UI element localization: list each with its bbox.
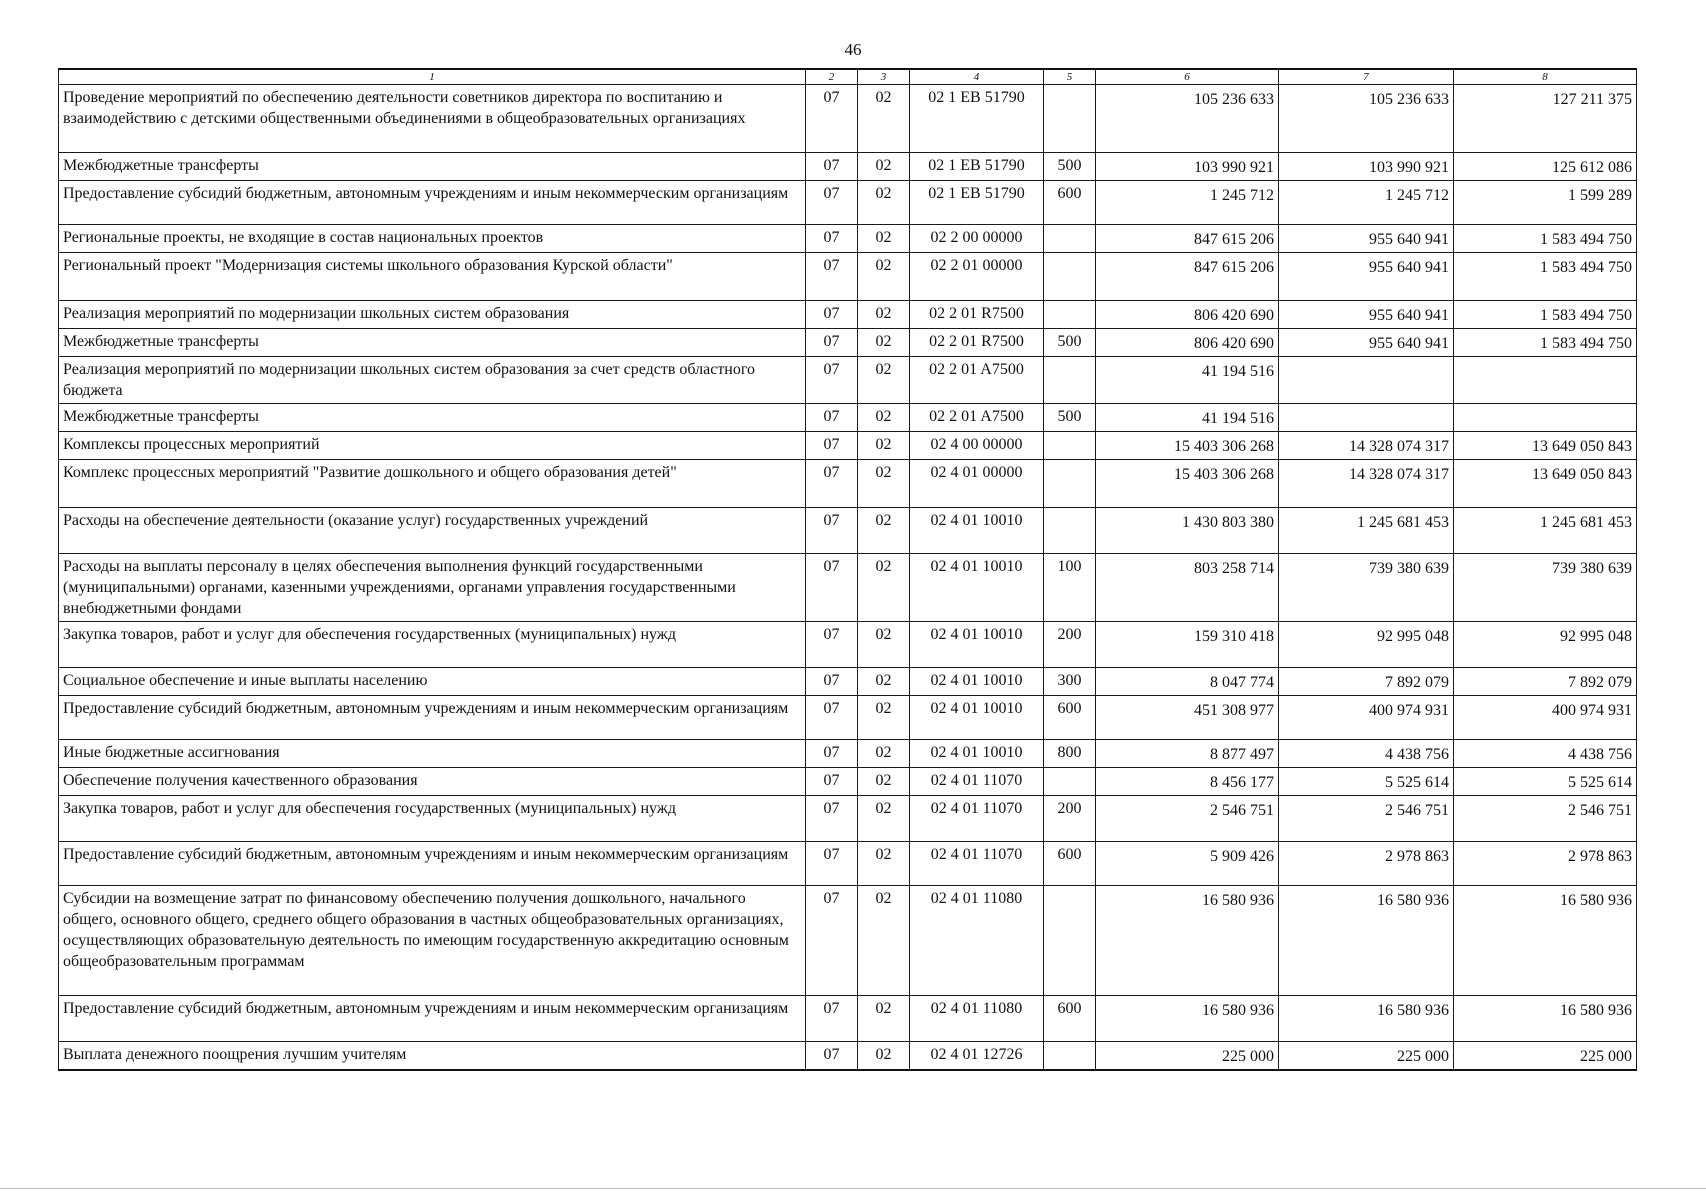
column-number: 8 [1454, 69, 1637, 85]
target-article-code: 02 2 01 A7500 [910, 357, 1044, 404]
target-article-code: 02 2 01 A7500 [910, 404, 1044, 432]
expense-type-code [1044, 432, 1096, 460]
target-article-code: 02 4 01 11080 [910, 996, 1044, 1042]
amount-year-1: 803 258 714 [1096, 554, 1279, 622]
amount-year-1: 41 194 516 [1096, 357, 1279, 404]
row-description: Комплекс процессных мероприятий "Развитие дошкольного и общего образования детей" [59, 460, 806, 508]
target-article-code: 02 1 EB 51790 [910, 85, 1044, 153]
column-number-row [59, 69, 1637, 85]
expense-type-code: 200 [1044, 622, 1096, 668]
row-description: Межбюджетные трансферты [59, 153, 806, 181]
section-code: 07 [806, 153, 858, 181]
column-number: 7 [1279, 69, 1454, 85]
amount-year-3 [1454, 404, 1637, 432]
amount-year-3: 1 583 494 750 [1454, 253, 1637, 301]
table-header [59, 69, 1637, 85]
amount-year-2: 1 245 681 453 [1279, 508, 1454, 554]
section-code: 07 [806, 253, 858, 301]
expense-type-code [1044, 301, 1096, 329]
table-row [59, 886, 1637, 996]
expense-type-code: 600 [1044, 181, 1096, 225]
target-article-code: 02 4 01 10010 [910, 740, 1044, 768]
section-code: 07 [806, 696, 858, 740]
amount-year-1: 847 615 206 [1096, 225, 1279, 253]
amount-year-3: 13 649 050 843 [1454, 460, 1637, 508]
expense-type-code [1044, 85, 1096, 153]
row-description: Реализация мероприятий по модернизации школьных систем образования [59, 301, 806, 329]
section-code: 07 [806, 329, 858, 357]
subsection-code: 02 [858, 432, 910, 460]
column-number: 6 [1096, 69, 1279, 85]
table-row [59, 1042, 1637, 1071]
amount-year-1: 1 430 803 380 [1096, 508, 1279, 554]
row-description: Предоставление субсидий бюджетным, автономным учреждениям и иным некоммерческим организациям [59, 696, 806, 740]
amount-year-1: 225 000 [1096, 1042, 1279, 1071]
table-row [59, 301, 1637, 329]
amount-year-1: 806 420 690 [1096, 301, 1279, 329]
row-description: Выплата денежного поощрения лучшим учителям [59, 1042, 806, 1071]
subsection-code: 02 [858, 301, 910, 329]
table-row [59, 842, 1637, 886]
amount-year-2: 955 640 941 [1279, 301, 1454, 329]
amount-year-3: 2 546 751 [1454, 796, 1637, 842]
amount-year-3: 16 580 936 [1454, 996, 1637, 1042]
row-description: Расходы на выплаты персоналу в целях обеспечения выполнения функций государственными (муниципальными) органами, казенными учреждениями, органами управления государственными внебюджетными фондами [59, 554, 806, 622]
subsection-code: 02 [858, 153, 910, 181]
subsection-code: 02 [858, 329, 910, 357]
table-row [59, 668, 1637, 696]
amount-year-3: 16 580 936 [1454, 886, 1637, 996]
amount-year-1: 16 580 936 [1096, 996, 1279, 1042]
expense-type-code: 600 [1044, 842, 1096, 886]
section-code: 07 [806, 432, 858, 460]
subsection-code: 02 [858, 508, 910, 554]
table-row [59, 696, 1637, 740]
amount-year-3: 4 438 756 [1454, 740, 1637, 768]
table-row [59, 181, 1637, 225]
target-article-code: 02 4 00 00000 [910, 432, 1044, 460]
table-row [59, 225, 1637, 253]
column-number: 3 [858, 69, 910, 85]
subsection-code: 02 [858, 996, 910, 1042]
amount-year-2: 16 580 936 [1279, 886, 1454, 996]
amount-year-3: 225 000 [1454, 1042, 1637, 1071]
target-article-code: 02 2 01 R7500 [910, 301, 1044, 329]
table-row [59, 85, 1637, 153]
amount-year-2: 1 245 712 [1279, 181, 1454, 225]
section-code: 07 [806, 740, 858, 768]
expense-type-code [1044, 508, 1096, 554]
amount-year-1: 847 615 206 [1096, 253, 1279, 301]
amount-year-2: 16 580 936 [1279, 996, 1454, 1042]
subsection-code: 02 [858, 768, 910, 796]
amount-year-3: 1 599 289 [1454, 181, 1637, 225]
expense-type-code: 300 [1044, 668, 1096, 696]
target-article-code: 02 4 01 10010 [910, 696, 1044, 740]
table-row [59, 508, 1637, 554]
section-code: 07 [806, 796, 858, 842]
amount-year-1: 2 546 751 [1096, 796, 1279, 842]
amount-year-2: 955 640 941 [1279, 225, 1454, 253]
table-row [59, 432, 1637, 460]
target-article-code: 02 4 01 11070 [910, 842, 1044, 886]
amount-year-1: 15 403 306 268 [1096, 432, 1279, 460]
expense-type-code: 600 [1044, 996, 1096, 1042]
expense-type-code: 500 [1044, 153, 1096, 181]
budget-table [58, 68, 1637, 1071]
amount-year-3: 127 211 375 [1454, 85, 1637, 153]
row-description: Проведение мероприятий по обеспечению деятельности советников директора по воспитанию и взаимодействию с детскими общественными объединениями в общеобразовательных организациях [59, 85, 806, 153]
section-code: 07 [806, 181, 858, 225]
amount-year-1: 15 403 306 268 [1096, 460, 1279, 508]
amount-year-3 [1454, 357, 1637, 404]
row-description: Закупка товаров, работ и услуг для обеспечения государственных (муниципальных) нужд [59, 622, 806, 668]
subsection-code: 02 [858, 460, 910, 508]
row-description: Межбюджетные трансферты [59, 329, 806, 357]
table-row [59, 404, 1637, 432]
target-article-code: 02 2 01 R7500 [910, 329, 1044, 357]
row-description: Обеспечение получения качественного образования [59, 768, 806, 796]
table-row [59, 460, 1637, 508]
row-description: Региональный проект "Модернизация системы школьного образования Курской области" [59, 253, 806, 301]
table-row [59, 153, 1637, 181]
amount-year-2: 5 525 614 [1279, 768, 1454, 796]
amount-year-1: 41 194 516 [1096, 404, 1279, 432]
expense-type-code: 100 [1044, 554, 1096, 622]
subsection-code: 02 [858, 404, 910, 432]
amount-year-2: 400 974 931 [1279, 696, 1454, 740]
amount-year-1: 105 236 633 [1096, 85, 1279, 153]
row-description: Комплексы процессных мероприятий [59, 432, 806, 460]
row-description: Иные бюджетные ассигнования [59, 740, 806, 768]
subsection-code: 02 [858, 554, 910, 622]
subsection-code: 02 [858, 668, 910, 696]
section-code: 07 [806, 404, 858, 432]
subsection-code: 02 [858, 886, 910, 996]
column-number: 1 [59, 69, 806, 85]
expense-type-code [1044, 768, 1096, 796]
amount-year-3: 92 995 048 [1454, 622, 1637, 668]
subsection-code: 02 [858, 1042, 910, 1071]
row-description: Предоставление субсидий бюджетным, автономным учреждениям и иным некоммерческим организациям [59, 996, 806, 1042]
target-article-code: 02 4 01 12726 [910, 1042, 1044, 1071]
subsection-code: 02 [858, 85, 910, 153]
target-article-code: 02 2 00 00000 [910, 225, 1044, 253]
target-article-code: 02 4 01 10010 [910, 508, 1044, 554]
section-code: 07 [806, 668, 858, 696]
table-body [59, 85, 1637, 1071]
expense-type-code [1044, 357, 1096, 404]
amount-year-1: 103 990 921 [1096, 153, 1279, 181]
row-description: Региональные проекты, не входящие в состав национальных проектов [59, 225, 806, 253]
amount-year-2: 14 328 074 317 [1279, 460, 1454, 508]
amount-year-2: 225 000 [1279, 1042, 1454, 1071]
section-code: 07 [806, 357, 858, 404]
section-code: 07 [806, 768, 858, 796]
target-article-code: 02 2 01 00000 [910, 253, 1044, 301]
expense-type-code: 500 [1044, 404, 1096, 432]
amount-year-1: 5 909 426 [1096, 842, 1279, 886]
row-description: Реализация мероприятий по модернизации школьных систем образования за счет средств областного бюджета [59, 357, 806, 404]
subsection-code: 02 [858, 796, 910, 842]
table-row [59, 253, 1637, 301]
table-row [59, 796, 1637, 842]
section-code: 07 [806, 996, 858, 1042]
amount-year-1: 806 420 690 [1096, 329, 1279, 357]
amount-year-1: 16 580 936 [1096, 886, 1279, 996]
amount-year-3: 1 245 681 453 [1454, 508, 1637, 554]
amount-year-2 [1279, 404, 1454, 432]
subsection-code: 02 [858, 181, 910, 225]
section-code: 07 [806, 225, 858, 253]
amount-year-2: 4 438 756 [1279, 740, 1454, 768]
subsection-code: 02 [858, 842, 910, 886]
amount-year-1: 8 877 497 [1096, 740, 1279, 768]
amount-year-3: 1 583 494 750 [1454, 329, 1637, 357]
amount-year-2: 2 978 863 [1279, 842, 1454, 886]
subsection-code: 02 [858, 622, 910, 668]
target-article-code: 02 4 01 10010 [910, 554, 1044, 622]
expense-type-code [1044, 225, 1096, 253]
amount-year-2: 955 640 941 [1279, 329, 1454, 357]
expense-type-code [1044, 886, 1096, 996]
column-number: 4 [910, 69, 1044, 85]
column-number: 2 [806, 69, 858, 85]
section-code: 07 [806, 1042, 858, 1071]
subsection-code: 02 [858, 253, 910, 301]
expense-type-code [1044, 253, 1096, 301]
expense-type-code [1044, 1042, 1096, 1071]
row-description: Межбюджетные трансферты [59, 404, 806, 432]
target-article-code: 02 4 01 10010 [910, 622, 1044, 668]
row-description: Предоставление субсидий бюджетным, автономным учреждениям и иным некоммерческим организациям [59, 842, 806, 886]
amount-year-2: 105 236 633 [1279, 85, 1454, 153]
table-row [59, 996, 1637, 1042]
amount-year-2: 955 640 941 [1279, 253, 1454, 301]
amount-year-1: 8 047 774 [1096, 668, 1279, 696]
subsection-code: 02 [858, 696, 910, 740]
table-row [59, 357, 1637, 404]
subsection-code: 02 [858, 225, 910, 253]
section-code: 07 [806, 842, 858, 886]
amount-year-3: 13 649 050 843 [1454, 432, 1637, 460]
section-code: 07 [806, 301, 858, 329]
amount-year-3: 5 525 614 [1454, 768, 1637, 796]
amount-year-3: 1 583 494 750 [1454, 225, 1637, 253]
target-article-code: 02 4 01 11070 [910, 796, 1044, 842]
amount-year-2: 103 990 921 [1279, 153, 1454, 181]
amount-year-2 [1279, 357, 1454, 404]
target-article-code: 02 4 01 11080 [910, 886, 1044, 996]
table-row [59, 554, 1637, 622]
amount-year-2: 739 380 639 [1279, 554, 1454, 622]
amount-year-2: 2 546 751 [1279, 796, 1454, 842]
amount-year-3: 2 978 863 [1454, 842, 1637, 886]
target-article-code: 02 4 01 11070 [910, 768, 1044, 796]
section-code: 07 [806, 622, 858, 668]
subsection-code: 02 [858, 740, 910, 768]
expense-type-code: 600 [1044, 696, 1096, 740]
page-number: 46 [844, 40, 862, 59]
section-code: 07 [806, 508, 858, 554]
amount-year-1: 8 456 177 [1096, 768, 1279, 796]
expense-type-code: 500 [1044, 329, 1096, 357]
amount-year-3: 400 974 931 [1454, 696, 1637, 740]
table-row [59, 768, 1637, 796]
row-description: Закупка товаров, работ и услуг для обеспечения государственных (муниципальных) нужд [59, 796, 806, 842]
table-row [59, 329, 1637, 357]
section-code: 07 [806, 554, 858, 622]
amount-year-3: 1 583 494 750 [1454, 301, 1637, 329]
amount-year-3: 739 380 639 [1454, 554, 1637, 622]
expense-type-code [1044, 460, 1096, 508]
subsection-code: 02 [858, 357, 910, 404]
target-article-code: 02 4 01 10010 [910, 668, 1044, 696]
expense-type-code: 200 [1044, 796, 1096, 842]
table-row [59, 622, 1637, 668]
amount-year-1: 451 308 977 [1096, 696, 1279, 740]
amount-year-3: 125 612 086 [1454, 153, 1637, 181]
amount-year-2: 92 995 048 [1279, 622, 1454, 668]
section-code: 07 [806, 85, 858, 153]
row-description: Расходы на обеспечение деятельности (оказание услуг) государственных учреждений [59, 508, 806, 554]
row-description: Предоставление субсидий бюджетным, автономным учреждениям и иным некоммерческим организациям [59, 181, 806, 225]
amount-year-1: 159 310 418 [1096, 622, 1279, 668]
target-article-code: 02 1 EB 51790 [910, 153, 1044, 181]
target-article-code: 02 1 EB 51790 [910, 181, 1044, 225]
amount-year-1: 1 245 712 [1096, 181, 1279, 225]
section-code: 07 [806, 460, 858, 508]
row-description: Субсидии на возмещение затрат по финансовому обеспечению получения дошкольного, начального общего, основного общего, среднего общего образования в частных общеобразовательных организациях, осуществляющих образовательную деятельность по имеющим государственную аккредитацию основным общеобразовательным программам [59, 886, 806, 996]
amount-year-3: 7 892 079 [1454, 668, 1637, 696]
amount-year-2: 7 892 079 [1279, 668, 1454, 696]
amount-year-2: 14 328 074 317 [1279, 432, 1454, 460]
expense-type-code: 800 [1044, 740, 1096, 768]
row-description: Социальное обеспечение и иные выплаты населению [59, 668, 806, 696]
target-article-code: 02 4 01 00000 [910, 460, 1044, 508]
section-code: 07 [806, 886, 858, 996]
table-row [59, 740, 1637, 768]
scan-artifact-line [0, 1188, 1706, 1189]
column-number: 5 [1044, 69, 1096, 85]
